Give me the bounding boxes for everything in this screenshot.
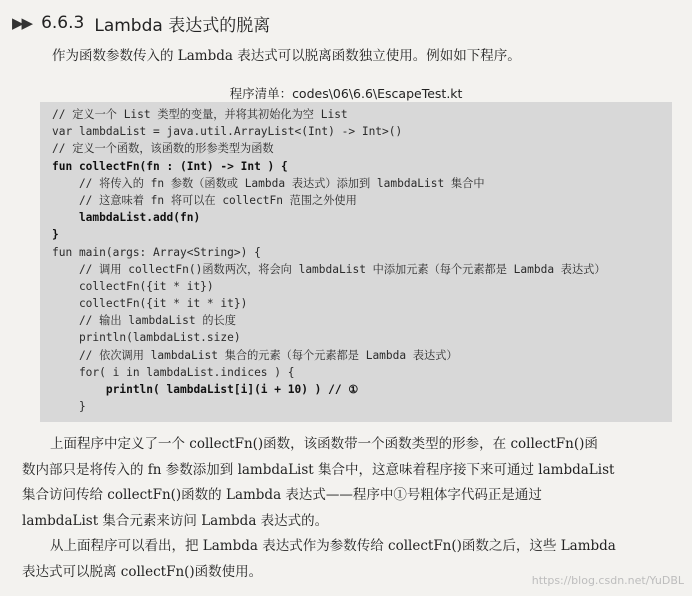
section-number: 6.6.3 xyxy=(41,13,85,33)
listing-title: 程序清单：codes\06\6.6\EscapeTest.kt xyxy=(229,86,463,101)
paragraph-line: 上面程序中定义了一个 collectFn()函数，该函数带一个函数类型的形参，在 collectFn()函 xyxy=(50,436,598,452)
section-marker-icon: ▶▶ xyxy=(12,14,32,32)
code-line: for( i in lambdaList.indices ) { xyxy=(52,365,295,379)
watermark: https://blog.csdn.net/YuDBL xyxy=(531,574,684,587)
code-line: fun collectFn(fn : (Int) -> Int ) { xyxy=(52,159,288,173)
code-line: } xyxy=(52,228,59,242)
code-line: collectFn({it * it}) xyxy=(52,279,214,293)
code-line: // 输出 lambdaList 的长度 xyxy=(52,314,236,328)
code-line: lambdaList.add(fn) xyxy=(52,211,201,225)
paragraph-line: lambdaList 集合元素来访问 Lambda 表达式的。 xyxy=(22,512,329,529)
code-line: // 定义一个函数，该函数的形参类型为函数 xyxy=(52,142,274,156)
paragraph-line: 数内部只是将传入的 fn 参数添加到 lambdaList 集合中，这意味着程序接下来可通过 lambdaList xyxy=(22,461,615,478)
paragraph-line: 集合访问传给 collectFn()函数的 Lambda 表达式——程序中①号粗体字代码正是通过 xyxy=(22,487,542,503)
intro-text: 作为函数参数传入的 Lambda 表达式可以脱离函数独立使用。例如如下程序。 xyxy=(52,48,521,64)
code-line: println(lambdaList.size) xyxy=(52,331,241,345)
paragraph-explanation xyxy=(22,432,672,534)
code-line: println( lambdaList[i](i + 10) ) // ① xyxy=(52,383,359,396)
code-line: // 将传入的 fn 参数（函数或 Lambda 表达式）添加到 lambdaList 集合中 xyxy=(52,176,485,190)
code-line: // 调用 collectFn()函数两次，将会向 lambdaList 中添加元素（每个元素都是 Lambda 表达式） xyxy=(52,262,606,276)
section-title: Lambda 表达式的脱离 xyxy=(94,15,271,36)
paragraph-line: 表达式可以脱离 collectFn()函数使用。 xyxy=(22,563,263,580)
code-line: collectFn({it * it * it}) xyxy=(52,297,248,311)
section-heading xyxy=(12,10,270,36)
code-line: } xyxy=(52,400,86,414)
code-line: // 依次调用 lambdaList 集合的元素（每个元素都是 Lambda 表达式） xyxy=(52,348,458,362)
paragraph-line: 从上面程序可以看出，把 Lambda 表达式作为参数传给 collectFn()函数之后，这些 Lambda xyxy=(50,538,616,554)
code-line: fun main(args: Array<String>) { xyxy=(52,245,261,259)
code-listing xyxy=(40,102,672,422)
code-line: var lambdaList = java.util.ArrayList<(Int) -> Int>() xyxy=(52,125,403,139)
code-line: // 这意味着 fn 将可以在 collectFn 范围之外使用 xyxy=(52,193,357,207)
code-line: // 定义一个 List 类型的变量，并将其初始化为空 List xyxy=(52,108,348,121)
